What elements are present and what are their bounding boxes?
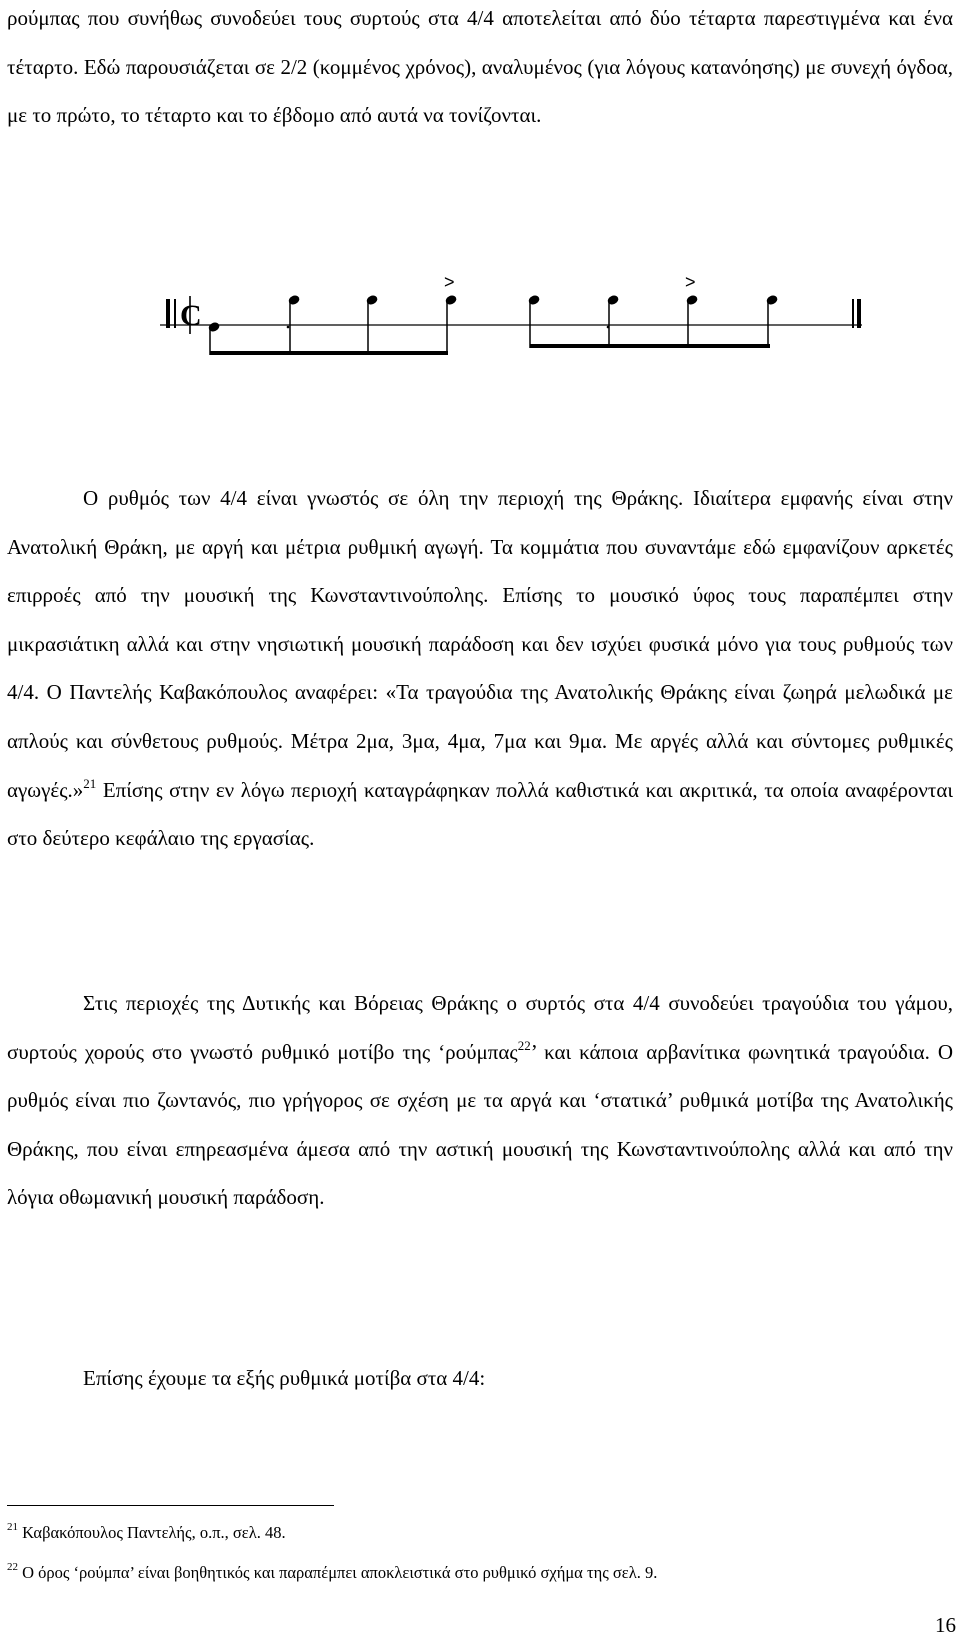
footnote-number: 21 (7, 1521, 18, 1533)
footnote-text: Καβακόπουλος Παντελής, ο.π., σελ. 48. (22, 1523, 286, 1542)
page-number: 16 (935, 1613, 956, 1637)
paragraph-text-rest: ’ και κάποια αρβανίτικα φωνητικά τραγούδια. Ο ρυθμός είναι πιο ζωντανός, πιο γρήγορος σε σχέση με τα αργά και ‘στατικά’ ρυθμικά μοτίβα της Ανατολικής Θράκης, που είναι επηρεασμένα άμεσα από την αστική μουσική της Κωνσταντινούπολης αλλά και από την λόγια οθωμανική μουσική παράδοση. (7, 1039, 953, 1210)
beat-dot-2 (607, 326, 610, 329)
paragraph-text: ρούμπας που συνήθως συνοδεύει τους συρτούς στα 4/4 αποτελείται από δύο τέταρτα παρεστιγμένα και ένα τέταρτο. Εδώ παρουσιάζεται σε 2/2 (κομμένος χρόνος), αναλυμένος (για λόγους κατανόησης) με συνεχή όγδοα, με το πρώτο, το τέταρτο και το έβδομο από αυτά να τονίζονται. (7, 6, 953, 128)
note-6 (606, 294, 620, 348)
paragraph-west-north-thrace (7, 979, 953, 1222)
paragraph-rhythmic-motifs-intro (7, 1354, 953, 1403)
footnote-21 (7, 1522, 286, 1544)
note-1 (207, 321, 221, 355)
paragraph-text-tail: Επίσης στην εν λόγω περιοχή καταγράφηκαν πολλά καθιστικά και ακριτικά, τα οποία αναφέρονται στο δεύτερο κεφάλαιο της εργασίας. (7, 777, 953, 851)
footnote-ref-21[interactable]: 21 (83, 775, 97, 791)
paragraph-text: Ο ρυθμός των 4/4 είναι γνωστός σε όλη την περιοχή της Θράκης. Ιδιαίτερα εμφανής είναι στην Ανατολική Θράκη, με αργή και μέτρια ρυθμική αγωγή. Τα κομμάτια που συναντάμε εδώ εμφανίζουν αρκετές επιρροές από την μουσική της Κωνσταντινούπολης. Επίσης το μουσικό ύφος τους παραπέμπει στην μικρασιάτικη αλλά και στην νησιωτική μουσική παράδοση και δεν ισχύει φυσικά μόνο για τους ρυθμούς των 4/4. Ο Παντελής Καβακόπουλος αναφέρει: «Τα τραγούδια της Ανατολικής Θράκης είναι ζωηρά μελωδικά με απλούς και σύνθετους ρυθμούς. Μέτρα 2μα, 3μα, 4μα, 7μα και 9μα. Με αργές αλλά και σύντομες ρυθμικές αγωγές.» (7, 486, 953, 802)
paragraph-thrace-rhythm (7, 474, 953, 863)
note-5 (527, 294, 541, 348)
note-8 (765, 294, 779, 348)
footnote-text: Ο όρος ‘ρούμπα’ είναι βοηθητικός και παραπέμπει αποκλειστικά στο ρυθμικό σχήμα της σελ. 9. (22, 1563, 658, 1582)
note-7-accented (685, 294, 699, 348)
footnote-number: 22 (7, 1561, 18, 1573)
footnote-separator (7, 1505, 334, 1506)
opening-barline-thick (166, 299, 170, 328)
paragraph-rumba-intro (7, 0, 953, 140)
paragraph-text: Επίσης έχουμε τα εξής ρυθμικά μοτίβα στα 4/4: (83, 1366, 486, 1390)
beam-group-2 (530, 344, 770, 348)
closing-barline-thick (857, 299, 861, 328)
accent-mark-2: > (685, 272, 696, 292)
rhythm-notation-example (0, 270, 960, 400)
beam-group-1 (210, 351, 448, 355)
cut-time-symbol: C (180, 299, 202, 332)
paragraph-text: Στις περιοχές της Δυτικής και Βόρειας Θράκης ο συρτός στα 4/4 συνοδεύει τραγούδια του γάμου, συρτούς χορούς στο γνωστό ρυθμικό μοτίβο της ‘ρούμπας (7, 991, 953, 1064)
beat-dot-1 (287, 326, 290, 329)
footnote-22 (7, 1562, 657, 1584)
closing-barline-thin (852, 299, 854, 328)
footnote-ref-22[interactable]: 22 (517, 1037, 531, 1053)
accent-mark-1: > (444, 272, 455, 292)
opening-barline-thin (174, 299, 176, 328)
